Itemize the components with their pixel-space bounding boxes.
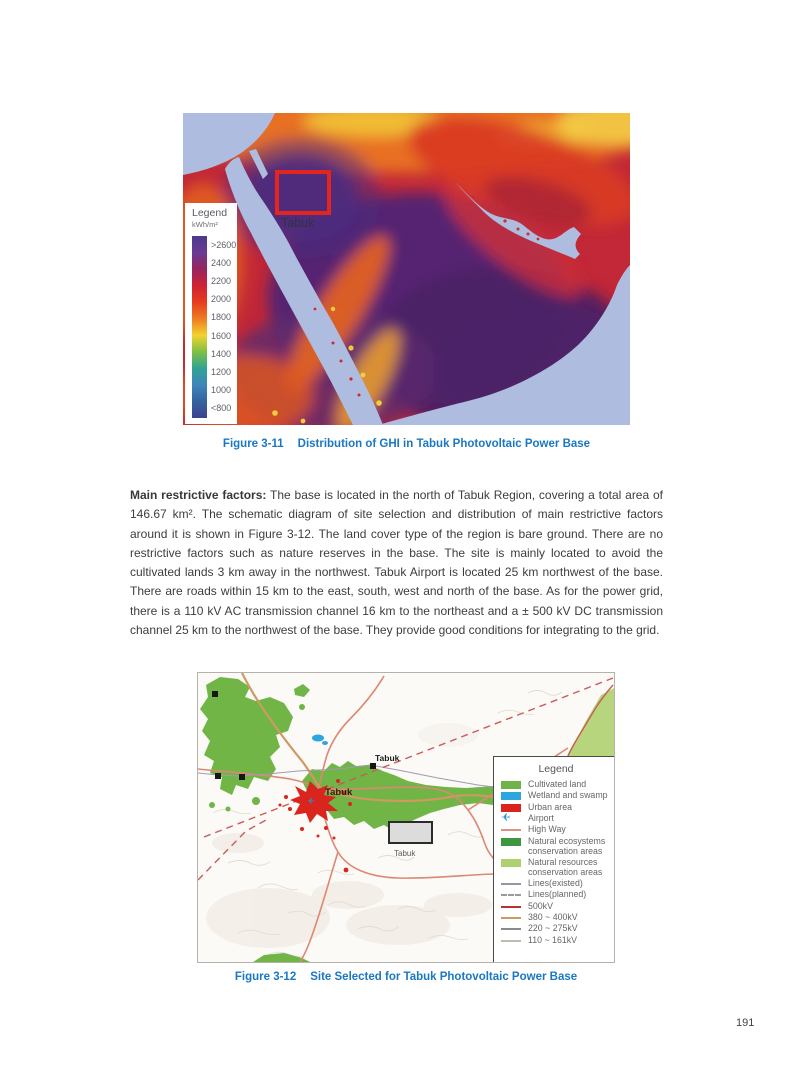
site-map-legend-items (501, 780, 611, 946)
legend-key (501, 791, 523, 800)
legend-item (501, 837, 611, 857)
legend-item (501, 936, 611, 946)
legend-item (501, 902, 611, 912)
airport-icon: ✈ (307, 796, 315, 806)
site-selection-map (197, 672, 615, 963)
legend-key (501, 902, 523, 908)
legend-item (501, 879, 611, 889)
legend-item (501, 890, 611, 900)
legend-key (501, 803, 523, 812)
ghi-scale-tick: 1400 (211, 348, 232, 359)
legend-item-label: 110 ~ 161kV (528, 934, 577, 945)
paragraph-body: The base is located in the north of Tabuk Region, covering a total area of 146.67 km². The schematic diagram of site selection and distribution of main restrictive factors around it is shown in Figure 3-12. The land cover type of the region is bare ground. There are no restrictive factors such as nature reserves in the base. The site is mainly located to avoid the cultivated lands 3 km away in the northwest. Tabuk Airport is located 25 km northwest of the base. There are roads within 15 km to the east, south, west and north of the base. As for the power grid, there is a 110 kV AC transmission channel 16 km to the northeast and a ± 500 kV DC transmission channel 25 km to the northwest of the base. They provide good conditions for integrating to the grid. (130, 488, 663, 638)
legend-line (501, 906, 521, 908)
ghi-scale-tick: 1200 (211, 366, 232, 377)
selected-site-rectangle (389, 822, 432, 843)
legend-item-label: Urban area (528, 801, 573, 812)
legend-key (501, 879, 523, 885)
ghi-scale-tick: 2200 (211, 275, 232, 286)
legend-line (501, 883, 521, 885)
legend-swatch (501, 781, 521, 789)
ghi-map-art (183, 113, 630, 425)
caption-label: Figure 3-12 (234, 971, 297, 983)
legend-item-label: Lines(planned) (528, 889, 587, 900)
ghi-scale-tick: >2600 (211, 239, 237, 250)
legend-dashed-line (501, 894, 521, 896)
tabuk-site-rectangle (275, 170, 331, 215)
page-number: 191 (736, 1017, 755, 1029)
ghi-scale-tick: 2400 (211, 257, 232, 268)
legend-key (501, 890, 523, 896)
legend-swatch (501, 792, 521, 800)
legend-item (501, 825, 611, 835)
city-label: Tabuk (325, 787, 353, 798)
legend-item-label: Natural ecosystems conservation areas (528, 835, 606, 856)
legend-item-label: 220 ~ 275kV (528, 923, 578, 934)
site-map-legend-title: Legend (538, 763, 574, 775)
legend-item-label: Cultivated land (528, 779, 587, 789)
town-label: Tabuk (375, 753, 400, 763)
legend-key (501, 825, 523, 831)
site-label: Tabuk (394, 849, 416, 858)
legend-item-label: 380 ~ 400kV (528, 912, 578, 923)
legend-item-label: Wetland and swamp (528, 790, 608, 801)
legend-item (501, 913, 611, 923)
legend-item (501, 780, 611, 790)
legend-item-label: High Way (528, 824, 566, 835)
legend-swatch (501, 838, 521, 846)
legend-key (501, 858, 523, 867)
ghi-legend-unit: kWh/m² (192, 220, 218, 229)
legend-line (501, 928, 521, 930)
legend-item (501, 924, 611, 934)
main-restrictive-factors-paragraph (130, 486, 663, 640)
legend-item (501, 791, 611, 801)
tabuk-site-label: Tabuk (281, 216, 315, 230)
caption-title: Distribution of GHI in Tabuk Photovoltaic Power Base (297, 438, 591, 450)
legend-key (501, 913, 523, 919)
legend-item-label: 500kV (528, 900, 553, 911)
ghi-scale-tick: 2000 (211, 294, 232, 305)
ghi-legend-title: Legend (192, 207, 228, 219)
legend-key (501, 780, 523, 789)
ghi-scale-tick: 1800 (211, 312, 232, 323)
legend-swatch (501, 804, 521, 812)
legend-item (501, 814, 611, 824)
legend-line (501, 829, 521, 831)
legend-item-label: Lines(existed) (528, 878, 583, 889)
figure-3-12-caption (197, 971, 615, 983)
site-map-legend (493, 756, 615, 963)
legend-swatch (501, 859, 521, 867)
legend-key (501, 936, 523, 942)
legend-line (501, 917, 521, 919)
legend-line (501, 940, 521, 942)
ghi-colorbar-labels (211, 236, 236, 418)
legend-key (501, 814, 523, 823)
legend-item-label: Airport (528, 813, 554, 824)
caption-label: Figure 3-11 (222, 438, 284, 450)
legend-key (501, 924, 523, 930)
legend-item (501, 803, 611, 813)
ghi-scale-tick: <800 (211, 403, 232, 414)
ghi-scale-tick: 1600 (211, 330, 232, 341)
caption-title: Site Selected for Tabuk Photovoltaic Power Base (310, 971, 578, 983)
legend-item (501, 858, 611, 878)
ghi-legend (185, 203, 237, 424)
ghi-distribution-map (183, 113, 630, 425)
paragraph-lead: Main restrictive factors: (130, 488, 267, 502)
ghi-scale-tick: 1000 (211, 385, 232, 396)
legend-key (501, 837, 523, 846)
figure-3-11-caption (183, 438, 630, 450)
airplane-icon: ✈ (501, 812, 511, 825)
legend-item-label: Natural resources conservation areas (528, 856, 603, 877)
ghi-colorbar (192, 236, 207, 418)
